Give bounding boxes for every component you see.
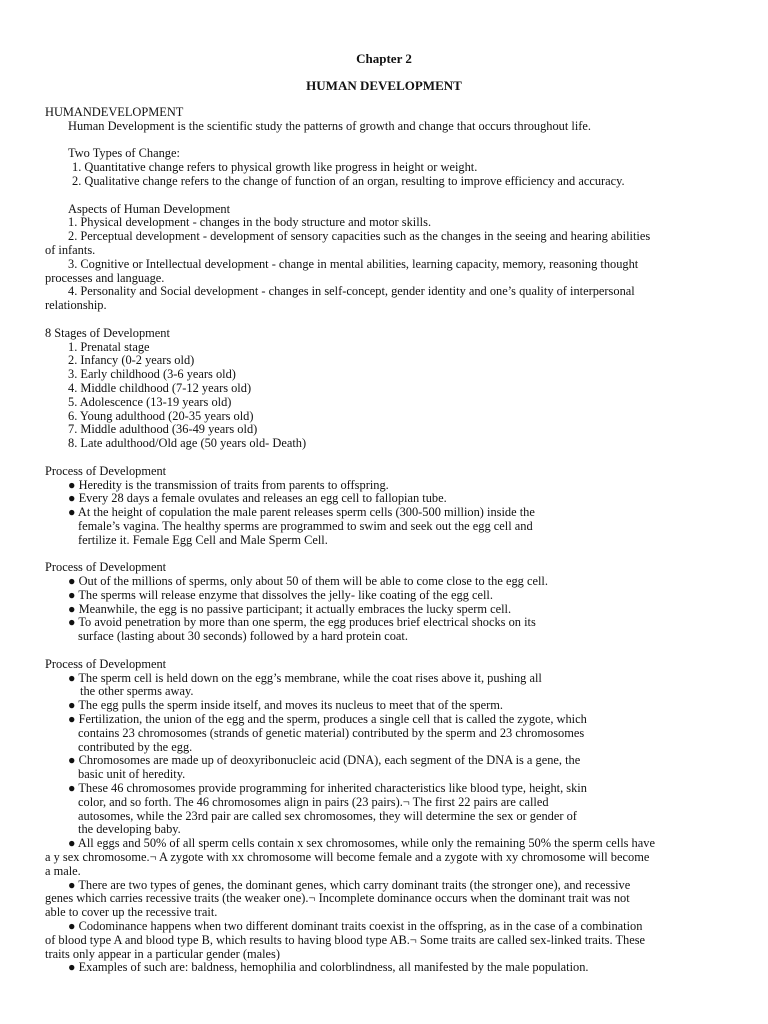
stage-item: 2. Infancy (0-2 years old) [68,353,195,368]
stage-item: 4. Middle childhood (7-12 years old) [68,380,252,395]
bullet-item [45,672,722,700]
bullet-line: contributed by the egg. [78,739,193,754]
bullet-line: ● At the height of copulation the male parent releases sperm cells (300-500 million) inside the [68,505,535,520]
bullet-line: the other sperms away. [80,684,194,699]
paragraph-line: a male. [45,863,81,878]
bullet-line: surface (lasting about 30 seconds) followed by a hard protein coat. [78,629,408,644]
paragraph-line: ● Codominance happens when two different dominant traits coexist in the offspring, as in the case of a combination [68,919,643,934]
bullet-line: ● These 46 chromosomes provide programming for inherited characteristics like blood type, height, skin [68,781,587,796]
paragraph-line: traits only appear in a particular gender (males) [45,946,280,961]
chapter-label: Chapter 2 [356,51,412,66]
process-heading: Process of Development [45,463,167,478]
types-heading: Two Types of Change: [68,146,180,161]
paragraph-line: genes which carries recessive traits (the weaker one).¬ Incomplete dominance occurs when the dominant trait was not [45,891,630,906]
aspect-item: 1. Physical development - changes in the body structure and motor skills. [68,215,432,230]
bullet-line: fertilize it. Female Egg Cell and Male Sperm Cell. [78,532,328,547]
stage-item: 5. Adolescence (13-19 years old) [68,394,232,409]
bullet-line: basic unit of heredity. [78,767,186,782]
document-body [45,106,722,975]
definition-paragraph: Human Development is the scientific study the patterns of growth and change that occurs throughout life. [68,118,592,133]
stage-item: 3. Early childhood (3-6 years old) [68,367,236,382]
aspect-item: 2. Perceptual development - development of sensory capacities such as the changes in the seeing and hearing abilities [68,229,651,244]
type-item: 1. Quantitative change refers to physical growth like progress in height or weight. [72,160,478,175]
page-title: HUMAN DEVELOPMENT [306,78,462,93]
bullet-item: ● The egg pulls the sperm inside itself, and moves its nucleus to meet that of the sperm. [68,698,503,713]
aspects-heading: Aspects of Human Development [68,201,231,216]
stage-item: 6. Young adulthood (20-35 years old) [68,408,254,423]
process-heading: Process of Development [45,560,167,575]
bullet-item: ● Out of the millions of sperms, only about 50 of them will be able to come close to the egg cell. [68,574,548,589]
bullet-line: ● Chromosomes are made up of deoxyribonucleic acid (DNA), each segment of the DNA is a gene, the [68,753,581,768]
section-heading: HUMANDEVELOPMENT [45,105,184,119]
stages-heading: 8 Stages of Development [45,325,170,340]
stage-item: 8. Late adulthood/Old age (50 years old- Death) [68,436,307,451]
bullet-line: autosomes, while the 23rd pair are called sex chromosomes, they will determine the sex or gender of [78,808,577,823]
type-item: 2. Qualitative change refers to the change of function of an organ, resulting to improve efficiency and accuracy. [72,173,625,188]
bullet-item: ● Heredity is the transmission of traits from parents to offspring. [68,477,389,492]
process-heading: Process of Development [45,656,167,671]
bullet-line: ● To avoid penetration by more than one sperm, the egg produces brief electrical shocks on its [68,615,536,630]
paragraph-line: a y sex chromosome.¬ A zygote with xx chromosome will become female and a zygote with xy chromosome will become [45,850,650,865]
paragraph-line: ● Examples of such are: baldness, hemophilia and colorblindness, all manifested by the male population. [68,960,589,975]
bullet-line: ● The sperm cell is held down on the egg’s membrane, while the coat rises above it, pushing all [68,670,542,685]
bullet-line: contains 23 chromosomes (strands of genetic material) contributed by the sperm and 23 chromosomes [78,725,585,740]
paragraph-line: of blood type A and blood type B, which results to having blood type AB.¬ Some traits are called sex-linked traits. These [45,932,646,947]
bullet-line: female’s vagina. The healthy sperms are programmed to swim and seek out the egg cell and [78,518,533,533]
aspect-item-cont: processes and language. [45,270,165,285]
aspect-item-cont: of infants. [45,242,96,257]
bullet-item: ● Every 28 days a female ovulates and releases an egg cell to fallopian tube. [68,491,447,506]
bullet-item: ● The sperms will release enzyme that dissolves the jelly- like coating of the egg cell. [68,587,493,602]
bullet-item [45,782,722,837]
bullet-line: the developing baby. [78,822,181,837]
bullet-item: ● Meanwhile, the egg is no passive participant; it actually embraces the lucky sperm cell. [68,601,512,616]
paragraph-line: ● There are two types of genes, the dominant genes, which carry dominant traits (the stronger one), and recessive [68,877,631,892]
paragraph-line: ● All eggs and 50% of all sperm cells contain x sex chromosomes, while only the remaining 50% the sperm cells have [68,836,655,851]
bullet-item [45,616,722,644]
bullet-line: color, and so forth. The 46 chromosomes align in pairs (23 pairs).¬ The first 22 pairs are called [78,794,549,809]
stage-item: 7. Middle adulthood (36-49 years old) [68,422,258,437]
aspect-item: 3. Cognitive or Intellectual development - change in mental abilities, learning capacity, memory, reasoning thought [68,256,639,271]
stage-item: 1. Prenatal stage [68,339,150,354]
paragraph-line: able to cover up the recessive trait. [45,905,218,920]
bullet-item [45,754,722,782]
aspect-item-cont: relationship. [45,298,107,313]
bullet-item [45,506,722,547]
bullet-item [45,713,722,754]
bullet-line: ● Fertilization, the union of the egg and the sperm, produces a single cell that is called the zygote, which [68,712,587,727]
aspect-item: 4. Personality and Social development - changes in self-concept, gender identity and one’s quality of interpersonal [68,284,635,299]
